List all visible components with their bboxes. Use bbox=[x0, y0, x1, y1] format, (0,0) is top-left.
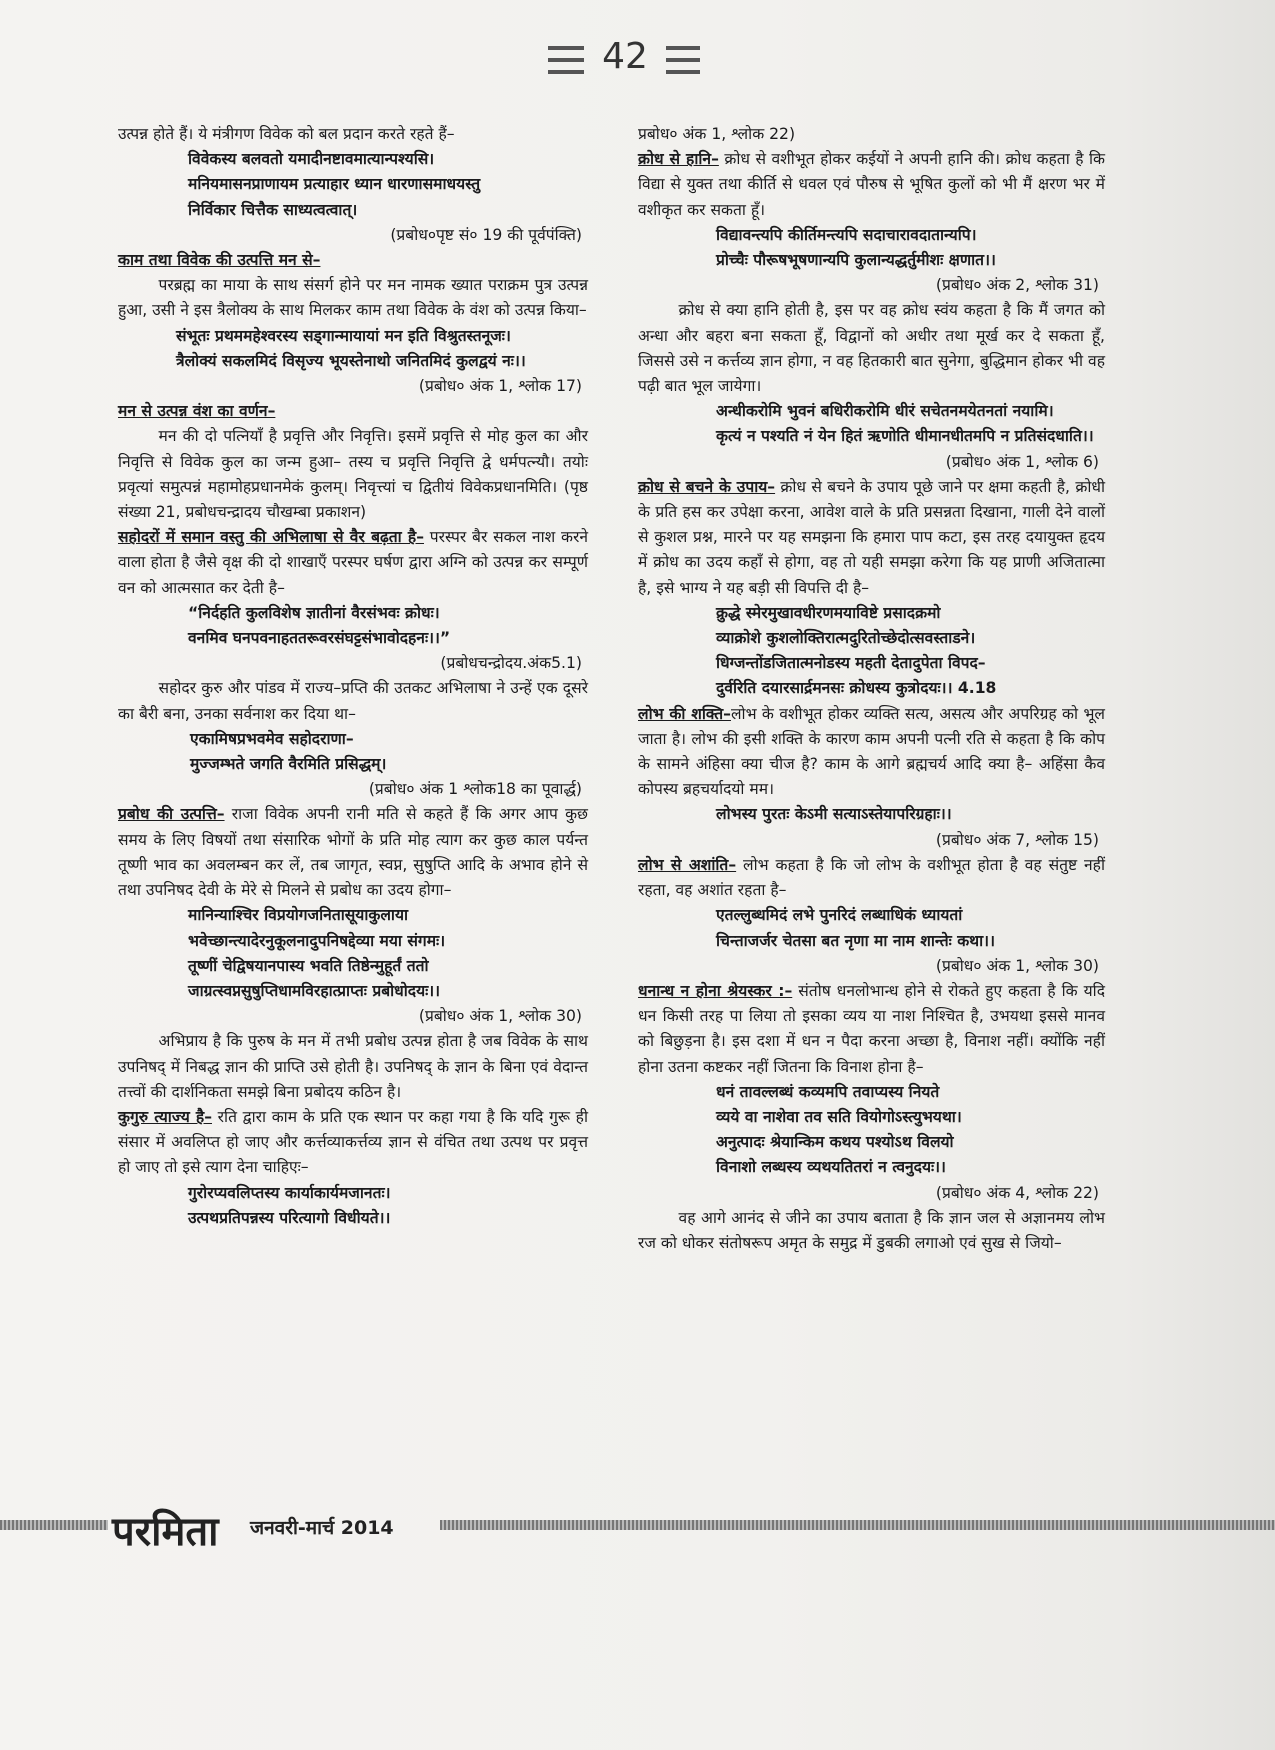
verse-line: क्रुद्धे स्मेरमुखावधीरणमयाविष्टे प्रसादक्रमो bbox=[716, 603, 941, 622]
section-heading: लोभ की शक्ति– bbox=[638, 704, 731, 723]
verse-line: धनं तावल्लब्धं कव्यमपि तवाप्यस्य नियते bbox=[716, 1082, 940, 1101]
verse-line: मानिन्याश्चिर विप्रयोगजनितासूयाकुलाया bbox=[188, 906, 409, 925]
verse-line: एतल्लुब्धमिदं लभे पुनरिदं लब्धाधिकं ध्यायतां bbox=[716, 906, 963, 925]
paragraph: लोभ कहता है कि जो लोभ के वशीभूत होता है वह संतुष्ट नहीं रहता, वह अशांत रहता है– bbox=[638, 855, 1105, 900]
verse-line: चिन्ताजर्जर चेतसा बत नृणा मा नाम शान्तेः कथा।। bbox=[716, 931, 995, 950]
verse-line: व्यये वा नाशेवा तव सति वियोगोऽस्त्युभयथा। bbox=[716, 1107, 962, 1126]
verse-line: त्रैलोक्यं सकलमिदं विसृज्य भूयस्तेनाथो जनितमिदं कुलद्वयं नः।। bbox=[176, 351, 526, 370]
paragraph: सहोदर कुरु और पांडव में राज्य–प्रप्ति की उतकट अभिलाषा ने उन्हें एक दूसरे का बैरी बना, उनका सर्वनाश कर दिया था– bbox=[118, 679, 588, 723]
header-ornament bbox=[548, 46, 584, 50]
citation: (प्रबोध० अंक 7, श्लोक 15) bbox=[935, 830, 1099, 849]
verse-line: मनियमासनप्राणायम प्रत्याहार ध्यान धारणासमाधयस्तु bbox=[188, 175, 481, 194]
verse-line: लोभस्य पुरतः केऽमी सत्याऽस्तेयापरिग्रहाः।। bbox=[716, 805, 952, 824]
verse-line: भवेच्छान्त्यादेरनुकूलनादुपनिषद्देव्या मया संगमः। bbox=[188, 931, 446, 950]
paragraph: मन की दो पत्नियाँ है प्रवृत्ति और निवृत्ति। इसमें प्रवृत्ति से मोह कुल का और निवृत्ति से विवेक कुल का जन्म हुआ– तस्य च प्रवृत्ति निवृत्ति द्वे धर्मपत्न्यौ। तयोः प्रवृत्यां समुत्पन्नं महामोहप्रधानमेकं कुलम्। निवृत्त्यां च द्वितीयं विवेकप्रधानमिति। (पृष्ठ संख्या 21, प्रबोधचन्द्रादय चौखम्बा प्रकाशन) bbox=[118, 427, 588, 522]
verse-line: विवेकस्य बलवतो यमादीनष्टावमात्यान्पश्यसि। bbox=[188, 150, 435, 169]
paragraph: उत्पन्न होते हैं। ये मंत्रीगण विवेक को बल प्रदान करते रहते हैं– bbox=[118, 125, 455, 143]
paragraph: परब्रह्म का माया के साथ संसर्ग होने पर मन नामक ख्यात पराक्रम पुत्र उत्पन्न हुआ, उसी ने इस त्रैलोक्य के साथ मिलकर काम तथा विवेक के वंश को उत्पन्न किया– bbox=[118, 276, 588, 320]
section-heading: काम तथा विवेक की उत्पत्ति मन से– bbox=[118, 251, 321, 270]
paragraph: क्रोध से वशीभूत होकर कईयों ने अपनी हानि की। क्रोध कहता है कि विद्या से युक्त तथा कीर्ति से धवल एवं पौरुष से भूषित कुलों को भी मैं क्षरण भर में वशीकृत कर सकता हूँ। bbox=[638, 150, 1105, 219]
citation: (प्रबोध० अंक 4, श्लोक 22) bbox=[935, 1183, 1099, 1202]
paragraph: परस्पर बैर सकल नाश करने वाला होता है जैसे वृक्ष की दो शाखाएँ परस्पर घर्षण द्वारा अग्नि को उत्पन्न कर सम्पूर्ण वन को आत्मसात कर देती है– bbox=[118, 528, 588, 597]
citation: (प्रबोध० अंक 1 श्लोक18 का पूवार्द्ध) bbox=[368, 780, 582, 799]
verse-line: वनमिव घनपवनाहततरूवरसंघट्टसंभावोदहनः।।” bbox=[188, 629, 451, 648]
verse-line: अनुत्पादः श्रेयान्किम कथय पश्योऽथ विलयो bbox=[716, 1133, 954, 1152]
header-ornament bbox=[548, 58, 584, 62]
section-heading: मन से उत्पन्न वंश का वर्णन– bbox=[118, 402, 276, 421]
paragraph: क्रोध से बचने के उपाय पूछे जाने पर क्षमा कहती है, क्रोधी के प्रति हस कर उपेक्षा करना, आवेश वाले के प्रति प्रसन्नता दिखाना, गाली देने वालों से कुशल प्रश्न, मारने पर यह समझना कि हमारा पाप कटा, इस तरह दयायुक्त हृदय में क्रोध का उदय कहाँ से होगा, वह तो यही समझा करेगा कि यह प्राणी अजितात्मा है, इसे भाग्य ने यह बड़ी सी विपत्ति दी है– bbox=[638, 477, 1105, 597]
magazine-logo: परमिता bbox=[112, 1508, 219, 1555]
citation: प्रबोध० अंक 1, श्लोक 22) bbox=[638, 125, 796, 143]
right-column bbox=[638, 122, 1105, 1256]
section-heading: लोभ से अशांति– bbox=[638, 855, 737, 874]
page-header bbox=[0, 36, 1275, 86]
verse-line: अन्धीकरोमि भुवनं बधिरीकरोमि धीरं सचेतनमयेतनतां नयामि। bbox=[716, 402, 1054, 421]
header-ornament bbox=[666, 46, 700, 50]
section-heading: धनान्ध न होना श्रेयस्कर :– bbox=[638, 981, 793, 1000]
header-ornament bbox=[548, 70, 584, 74]
verse-line: धिग्जन्तोंडजितात्मनोडस्य महती देतादुपेता विपद– bbox=[716, 654, 986, 673]
citation: (प्रबोध० अंक 1, श्लोक 6) bbox=[945, 452, 1099, 471]
paragraph: संतोष धनलोभान्ध होने से रोकते हुए कहता है कि यदि धन किसी तरह पा लिया तो इसका व्यय या नाश निश्चित है, उभयथा इससे मानव को बिछुड़ना है। इस दशा में धन न पैदा करना अच्छा है, विनाश नहीं। क्योंकि नहीं होना उतना कष्टकर नहीं जितना कि विनाश होना है– bbox=[638, 981, 1105, 1076]
paragraph: क्रोध से क्या हानि होती है, इस पर वह क्रोध स्वंय कहता है कि मैं जगत को अन्धा और बहरा बना सकता हूँ, विद्वानों को अधीर तथा मूर्ख कर दे सकता हूँ, जिससे उसे न कर्त्तव्य ज्ञान होगा, न वह हितकारी बात सुनेगा, बुद्धिमान होकर भी वह पढ़ी बात भूल जायेगा। bbox=[638, 301, 1105, 396]
verse-line: विनाशो लब्धस्य व्यथयतितरां न त्वनुदयः।। bbox=[716, 1158, 946, 1177]
section-heading: क्रोध से हानि– bbox=[638, 150, 719, 169]
verse-line: उत्पथप्रतिपन्नस्य परित्यागो विधीयते।। bbox=[188, 1208, 391, 1227]
footer-band bbox=[0, 1520, 108, 1530]
verse-line: दुर्वरिति दयारसार्द्रमनसः क्रोधस्य कुत्रोदयः।। 4.18 bbox=[716, 679, 997, 698]
paragraph: अभिप्राय है कि पुरुष के मन में तभी प्रबोध उत्पन्न होता है जब विवेक के साथ उपनिषद् में निबद्ध ज्ञान की प्राप्ति उसे होती है। उपनिषद् के ज्ञान के बिना एवं वेदान्त तत्त्वों की दार्शनिकता समझे बिना प्रबोदय कठिन है। bbox=[118, 1032, 588, 1101]
header-ornament bbox=[666, 58, 700, 62]
verse-line: गुरोरप्यवलिप्तस्य कार्याकार्यमजानतः। bbox=[188, 1183, 391, 1202]
verse-line: तूष्णीं चेद्विषयानपास्य भवति तिष्ठेन्मुहूर्तं ततो bbox=[188, 956, 429, 975]
citation: (प्रबोध०पृष्ट सं० 19 की पूर्वपंक्ति) bbox=[390, 225, 582, 244]
verse-line: जाग्रत्स्वप्नसुषुप्तिधामविरहात्प्राप्तः प्रबोधोदयः।। bbox=[188, 981, 441, 1000]
verse-line: संभूतः प्रथममहेश्वरस्य सड्गान्मायायां मन इति विश्रुतस्तनूजः। bbox=[176, 326, 511, 345]
verse-line: विद्यावन्त्यपि कीर्तिमन्त्यपि सदाचारावदातान्यपि। bbox=[716, 225, 977, 244]
paragraph: वह आगे आनंद से जीने का उपाय बताता है कि ज्ञान जल से अज्ञानमय लोभ रज को धोकर संतोषरूप अमृत के समुद्र में डुबकी लगाओ एवं सुख से जियो– bbox=[638, 1208, 1105, 1252]
section-heading: सहोदरों में समान वस्तु की अभिलाषा से वैर बढ़ता है– bbox=[118, 528, 424, 547]
verse-line: कृत्यं न पश्यति नं येन हितं ऋणोति धीमानधीतमपि न प्रतिसंदधाति।। bbox=[716, 427, 1094, 446]
footer-band bbox=[440, 1520, 1275, 1530]
verse-line: निर्विकार चित्तैक साध्यत्वत्वात्। bbox=[188, 200, 358, 219]
paragraph: रति द्वारा काम के प्रति एक स्थान पर कहा गया है कि यदि गुरू ही संसार में अवलिप्त हो जाए और कर्त्तव्याकर्त्तव्य ज्ञान से वंचित तथा उत्पथ पर प्रवृत्त हो जाए तो इसे त्याग देना चाहिएः– bbox=[118, 1107, 588, 1177]
verse-line: मुज्जम्भते जगति वैरमिति प्रसिद्धम्। bbox=[190, 755, 387, 774]
citation: (प्रबोध० अंक 1, श्लोक 17) bbox=[418, 377, 582, 396]
paragraph: लोभ के वशीभूत होकर व्यक्ति सत्य, असत्य और अपरिग्रह को भूल जाता है। लोभ की इसी शक्ति के कारण काम अपनी पत्नी रति से कहता है कि कोप के सामने अंहिसा क्या चीज है? काम के आगे ब्रह्मचर्य आदि क्या है– अहिंसा कैव कोपस्य ब्रहचर्यादयो मम। bbox=[638, 704, 1106, 799]
header-ornament bbox=[666, 70, 700, 74]
verse-line: प्रोच्चैः पौरूषभूषणान्यपि कुलान्यद्धर्तुमीशः क्षणात।। bbox=[716, 251, 996, 270]
citation: (प्रबोध० अंक 2, श्लोक 31) bbox=[935, 276, 1099, 295]
paragraph: राजा विवेक अपनी रानी मति से कहते हैं कि अगर आप कुछ समय के लिए विषयों तथा संसारिक भोगों के प्रति मोह त्याग कर कुछ काल पर्यन्त तूष्णी भाव का अवलम्बन कर लें, तब जागृत, स्वप्न, सुषुप्ति आदि के अभाव होने से तथा उपनिषद देवी के मेरे से मिलने से प्रबोध का उदय होगा– bbox=[118, 805, 588, 900]
left-column bbox=[118, 122, 588, 1231]
citation: (प्रबोध० अंक 1, श्लोक 30) bbox=[935, 956, 1099, 975]
page-number: 42 bbox=[602, 36, 648, 77]
issue-date: जनवरी-मार्च 2014 bbox=[250, 1517, 394, 1539]
section-heading: क्रोध से बचने के उपाय– bbox=[638, 477, 776, 496]
section-heading: प्रबोध की उत्पत्ति– bbox=[118, 805, 225, 824]
verse-line: व्याक्रोशे कुशलोक्तिरात्मदुरितोच्छेदोत्सवस्ताडने। bbox=[716, 629, 976, 648]
verse-line: “निर्दहति कुलविशेष ज्ञातीनां वैरसंभवः क्रोधः। bbox=[188, 603, 440, 622]
verse-line: एकामिषप्रभवमेव सहोदराणा– bbox=[190, 729, 354, 748]
citation: (प्रबोधचन्द्रोदय.अंक5.1) bbox=[440, 654, 582, 673]
citation: (प्रबोध० अंक 1, श्लोक 30) bbox=[418, 1007, 582, 1026]
section-heading: कुगुरु त्याज्य है– bbox=[118, 1107, 212, 1126]
page-footer bbox=[0, 1500, 1275, 1560]
